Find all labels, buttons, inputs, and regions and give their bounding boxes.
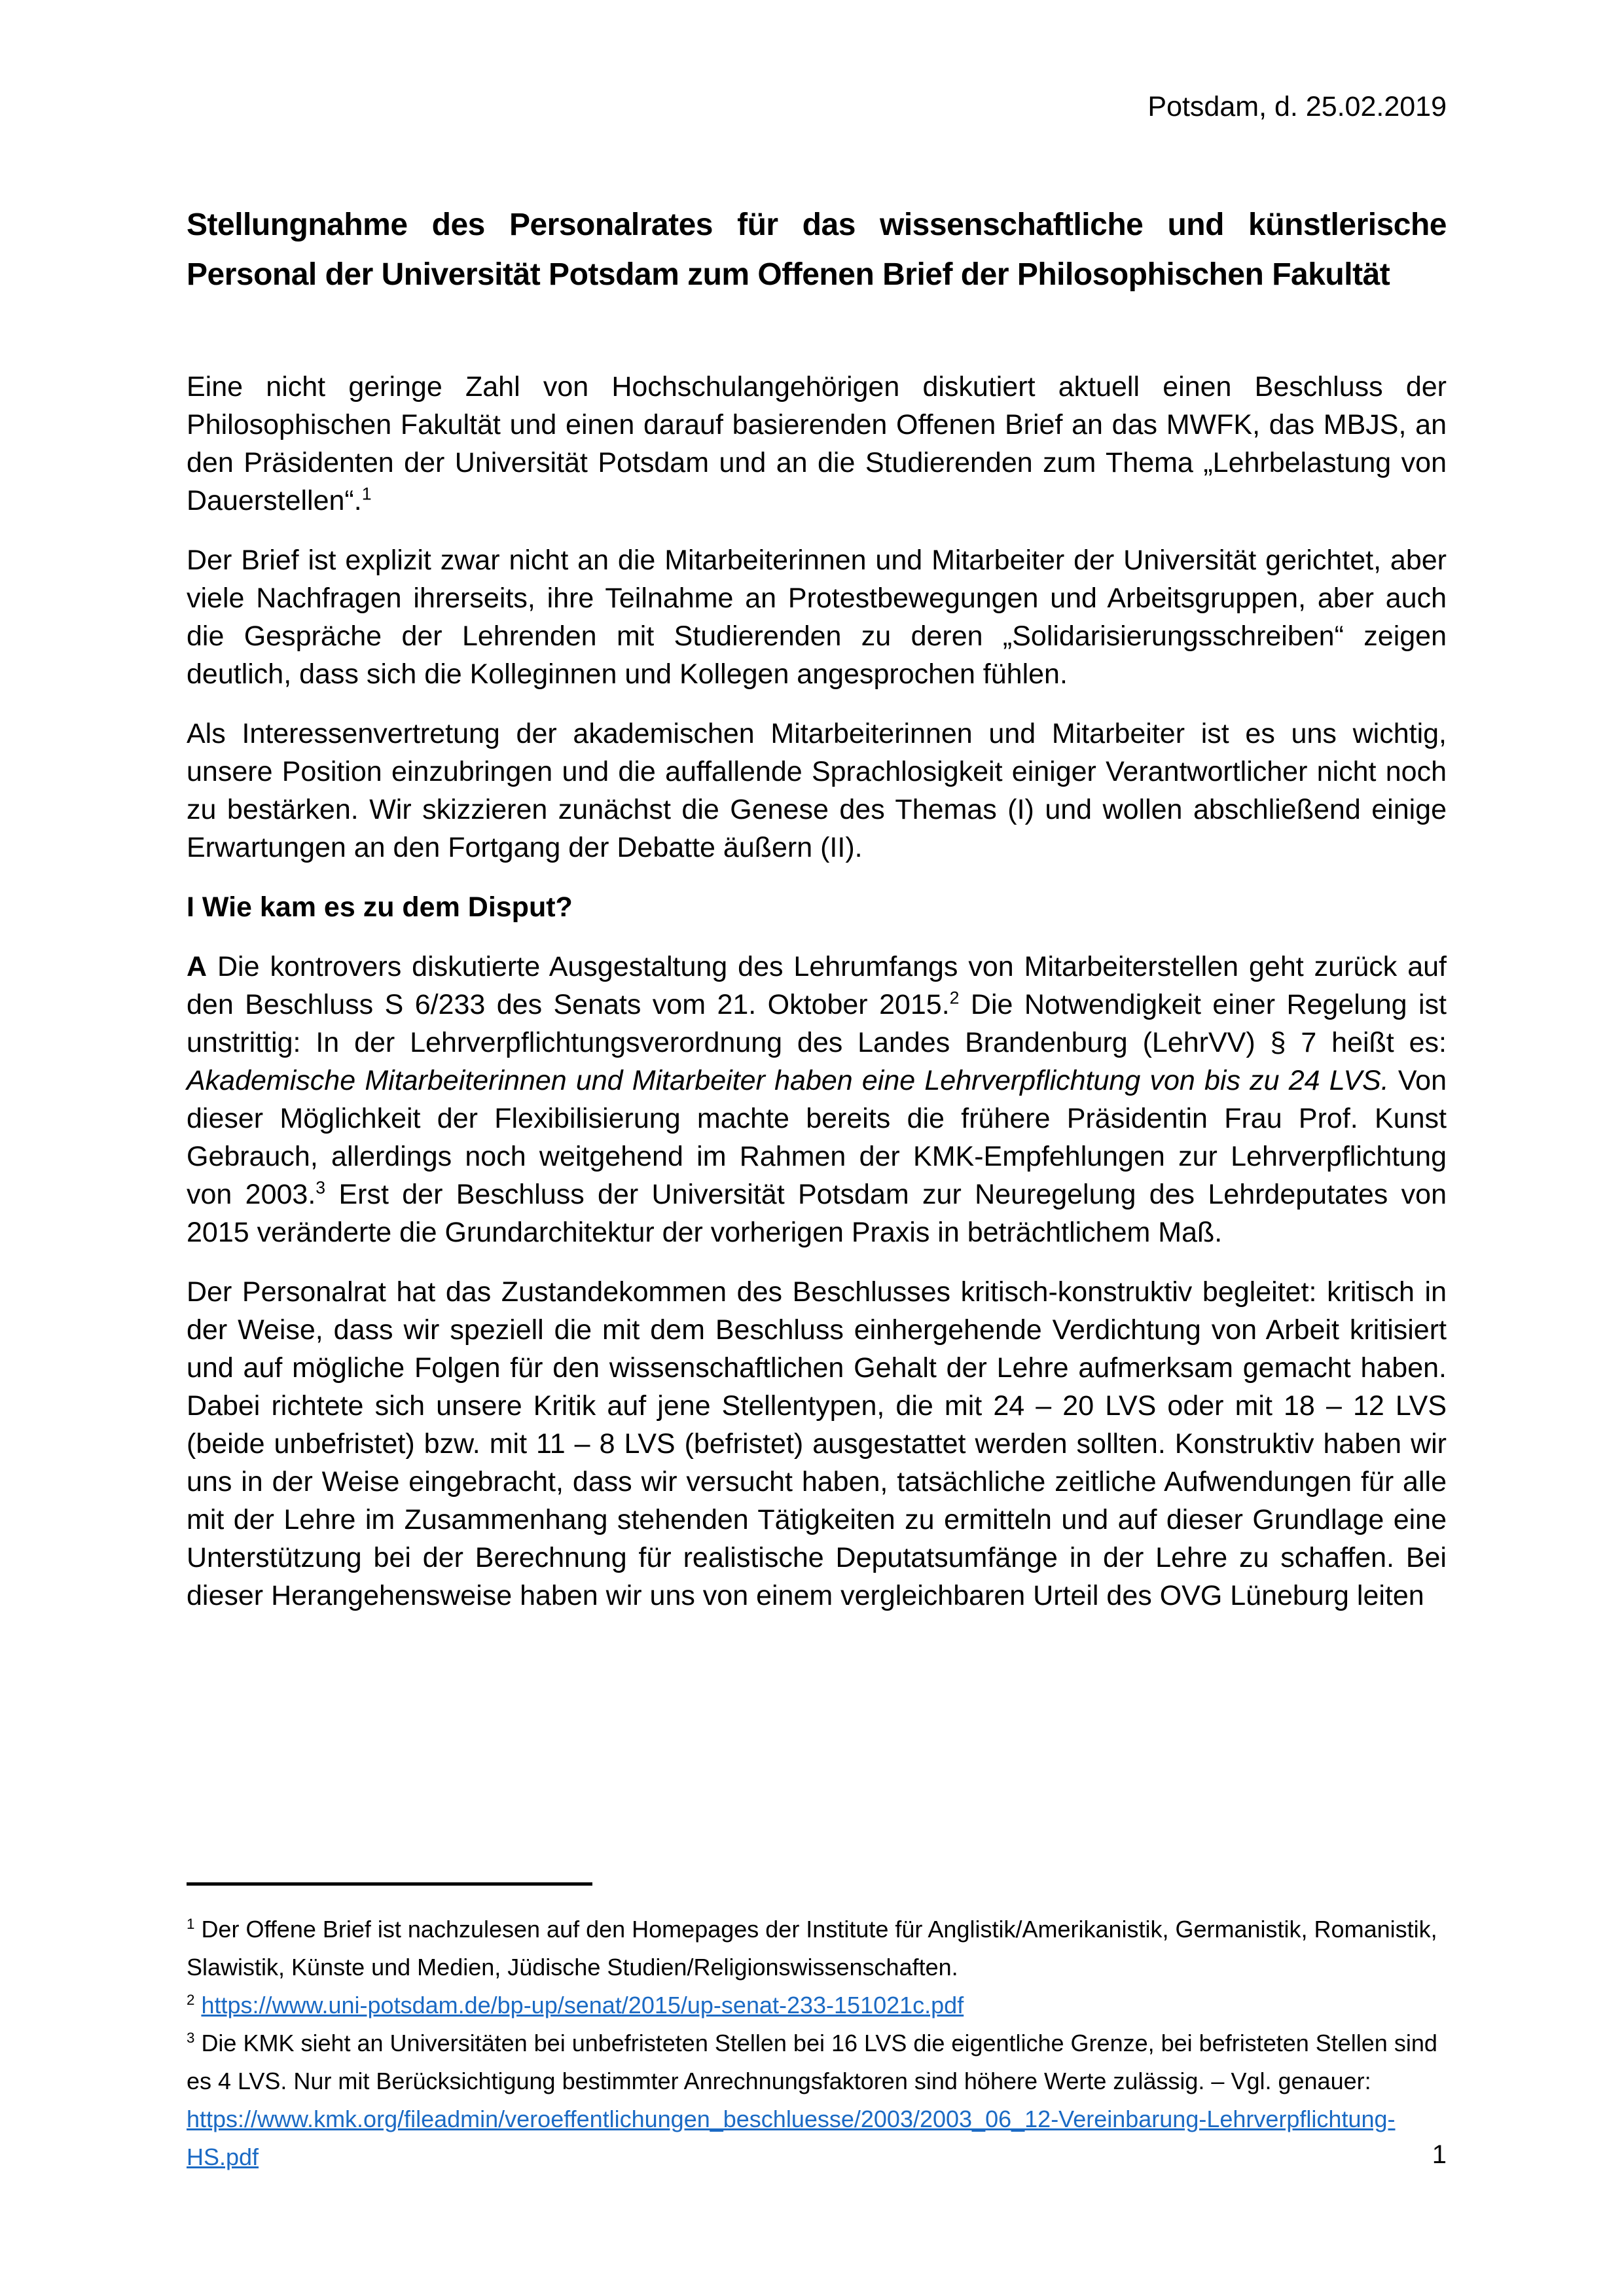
footnote-1-marker: 1 <box>187 1916 195 1932</box>
footnote-ref-2: 2 <box>949 988 960 1008</box>
paragraph-4 <box>187 948 1447 1251</box>
footnote-ref-3: 3 <box>316 1177 326 1198</box>
document-content <box>187 0 1447 1636</box>
footnote-3-text: Die KMK sieht an Universitäten bei unbefristeten Stellen bei 16 LVS die eigentliche Grenze, bei befristeten Stellen sind es 4 LVS. Nur mit Berücksichtigung bestimmter Anrechnungsfaktoren sind höhere Werte zulässig. – Vgl. genauer: <box>187 2030 1437 2094</box>
footnote-separator <box>187 1882 592 1886</box>
paragraph-2-text: Der Brief ist explizit zwar nicht an die Mitarbeiterinnen und Mitarbeiter der Universität gerichtet, aber viele Nachfragen ihrerseits, ihre Teilnahme an Protestbewegungen und Arbeitsgruppen, aber auch die Gespräche der Lehrenden mit Studierenden zu deren „Solidarisierungsschreiben“ zeigen deutlich, dass sich die Kolleginnen und Kollegen angesprochen fühlen. <box>187 545 1447 690</box>
date-line: Potsdam, d. 25.02.2019 <box>1147 91 1447 122</box>
paragraph-4-text-c: Von dieser Möglichkeit der Flexibilisierung machte bereits die frühere Präsidentin Frau Prof. Kunst Gebrauch, allerdings noch weitgehend im Rahmen der KMK-Empfehlungen zur Lehrverpflichtung von 2003. <box>187 1065 1447 1210</box>
footnotes-section <box>187 1882 1447 2176</box>
paragraph-3 <box>187 715 1447 867</box>
footnote-3 <box>187 2024 1447 2176</box>
page-number: 1 <box>1432 2140 1447 2169</box>
footnote-3-link[interactable]: https://www.kmk.org/fileadmin/veroeffentlichungen_beschluesse/2003/2003_06_12-Vereinbarung-Lehrverpflichtung-HS.pdf <box>187 2106 1396 2170</box>
paragraph-3-text: Als Interessenvertretung der akademischen Mitarbeiterinnen und Mitarbeiter ist es uns wichtig, unsere Position einzubringen und die auffallende Sprachlosigkeit einiger Verantwortlicher nicht noch zu bestärken. Wir skizzieren zunächst die Genese des Themas (I) und wollen abschließend einige Erwartungen an den Fortgang der Debatte äußern (II). <box>187 718 1447 863</box>
section-heading: I Wie kam es zu dem Disput? <box>187 891 573 923</box>
footnote-ref-1: 1 <box>361 484 372 504</box>
footnote-2-marker: 2 <box>187 1992 195 2008</box>
paragraph-4-text-b: Die Notwendigkeit einer Regelung ist unstrittig: In der Lehrverpflichtungsverordnung des Landes Brandenburg (LehrVV) § 7 heißt es: <box>187 989 1447 1058</box>
paragraph-4-text-d: Erst der Beschluss der Universität Potsdam zur Neuregelung des Lehrdeputates von 2015 veränderte die Grundarchitektur der vorherigen Praxis in beträchtlichem Maß. <box>187 1179 1447 1248</box>
document-title: Stellungnahme des Personalrates für das wissenschaftliche und künstlerische Personal der Universität Potsdam zum Offenen Brief der Philosophischen Fakultät <box>187 207 1447 292</box>
footnote-1-text: Der Offene Brief ist nachzulesen auf den Homepages der Institute für Anglistik/Amerikanistik, Germanistik, Romanistik, Slawistik, Künste und Medien, Jüdische Studien/Religionswissenschaften. <box>187 1916 1437 1981</box>
footnote-1 <box>187 1910 1447 1986</box>
paragraph-4-quote: Akademische Mitarbeiterinnen und Mitarbeiter haben eine Lehrverpflichtung von bis zu 24 LVS. <box>187 1065 1389 1096</box>
paragraph-4-lead: A <box>187 951 208 982</box>
paragraph-4-text-a: Die kontrovers diskutierte Ausgestaltung des Lehrumfangs von Mitarbeiterstellen geht zurück auf den Beschluss S 6/233 des Senats vom 21. Oktober 2015. <box>187 951 1447 1020</box>
paragraph-1-text: Eine nicht geringe Zahl von Hochschulangehörigen diskutiert aktuell einen Beschluss der Philosophischen Fakultät und einen darauf basierenden Offenen Brief an das MWFK, das MBJS, an den Präsidenten der Universität Potsdam und an die Studierenden zum Thema „Lehrbelastung von Dauerstellen“. <box>187 371 1447 516</box>
footnote-2-link[interactable]: https://www.uni-potsdam.de/bp-up/senat/2015/up-senat-233-151021c.pdf <box>201 1992 964 2018</box>
paragraph-2 <box>187 541 1447 693</box>
footnote-2 <box>187 1986 1447 2024</box>
paragraph-5 <box>187 1273 1447 1615</box>
paragraph-5-text: Der Personalrat hat das Zustandekommen des Beschlusses kritisch-konstruktiv begleitet: kritisch in der Weise, dass wir speziell die mit dem Beschluss einhergehende Verdichtung von Arbeit kritisiert und auf mögliche Folgen für den wissenschaftlichen Gehalt der Lehre aufmerksam gemacht haben. Dabei richtete sich unsere Kritik auf jene Stellentypen, die mit 24 – 20 LVS oder mit 18 – 12 LVS (beide unbefristet) bzw. mit 11 – 8 LVS (befristet) ausgestattet werden sollten. Konstruktiv haben wir uns in der Weise eingebracht, dass wir versucht haben, tatsächliche zeitliche Aufwendungen für alle mit der Lehre im Zusammenhang stehenden Tätigkeiten zu ermitteln und auf dieser Grundlage eine Unterstützung bei der Berechnung für realistische Deputatsumfänge in der Lehre zu schaffen. Bei dieser Herangehensweise haben wir uns von einem vergleichbaren Urteil des OVG Lüneburg leiten <box>187 1276 1447 1611</box>
paragraph-1 <box>187 368 1447 520</box>
footnote-3-marker: 3 <box>187 2030 195 2046</box>
